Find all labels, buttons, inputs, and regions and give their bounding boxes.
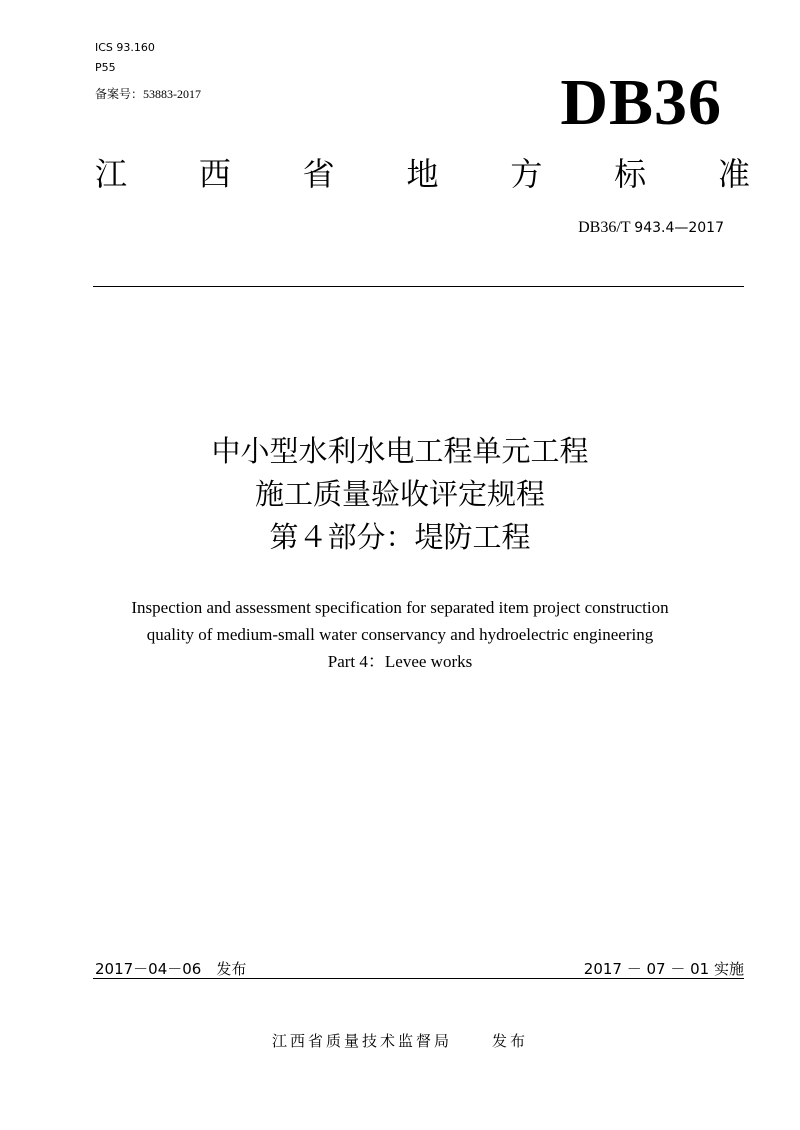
title-char: 方 (510, 155, 543, 193)
bottom-divider (93, 978, 744, 979)
title-char: 江 (95, 155, 128, 193)
standard-number-value: 943.4—2017 (634, 220, 724, 236)
chinese-title (0, 430, 800, 559)
title-char: 省 (302, 155, 335, 193)
title-char: 西 (198, 155, 231, 193)
implementation-date: 2017 － 07 － 01 实施 (583, 960, 744, 978)
publisher-name: 江西省质量技术监督局 (271, 1032, 452, 1050)
record-number: 备案号：53883-2017 (95, 87, 201, 101)
title-char: 地 (406, 155, 439, 193)
publisher (0, 1030, 800, 1052)
standard-type-title (95, 152, 750, 196)
title-char: 标 (614, 155, 647, 193)
english-title-line: Inspection and assessment specification for separated item project construction (131, 598, 669, 617)
classification-code: P55 (95, 61, 116, 74)
issue-date: 2017－04－06 发布 (95, 960, 247, 978)
title-char: 准 (717, 155, 750, 193)
standard-code-logo: DB36 (560, 66, 722, 139)
ics-code: ICS 93.160 (95, 41, 155, 54)
standard-number-prefix: DB36/T (578, 219, 631, 236)
chinese-title-line: 中小型水利水电工程单元工程 (211, 434, 589, 468)
chinese-title-line: 第４部分：堤防工程 (269, 520, 531, 554)
standard-number (578, 218, 724, 238)
english-title (0, 594, 800, 675)
english-title-line: Part 4：Levee works (327, 652, 473, 671)
english-title-line: quality of medium-small water conservancy and hydroelectric engineering (146, 625, 654, 644)
publisher-action: 发布 (492, 1032, 529, 1050)
chinese-title-line: 施工质量验收评定规程 (254, 477, 545, 511)
top-divider (93, 286, 744, 287)
